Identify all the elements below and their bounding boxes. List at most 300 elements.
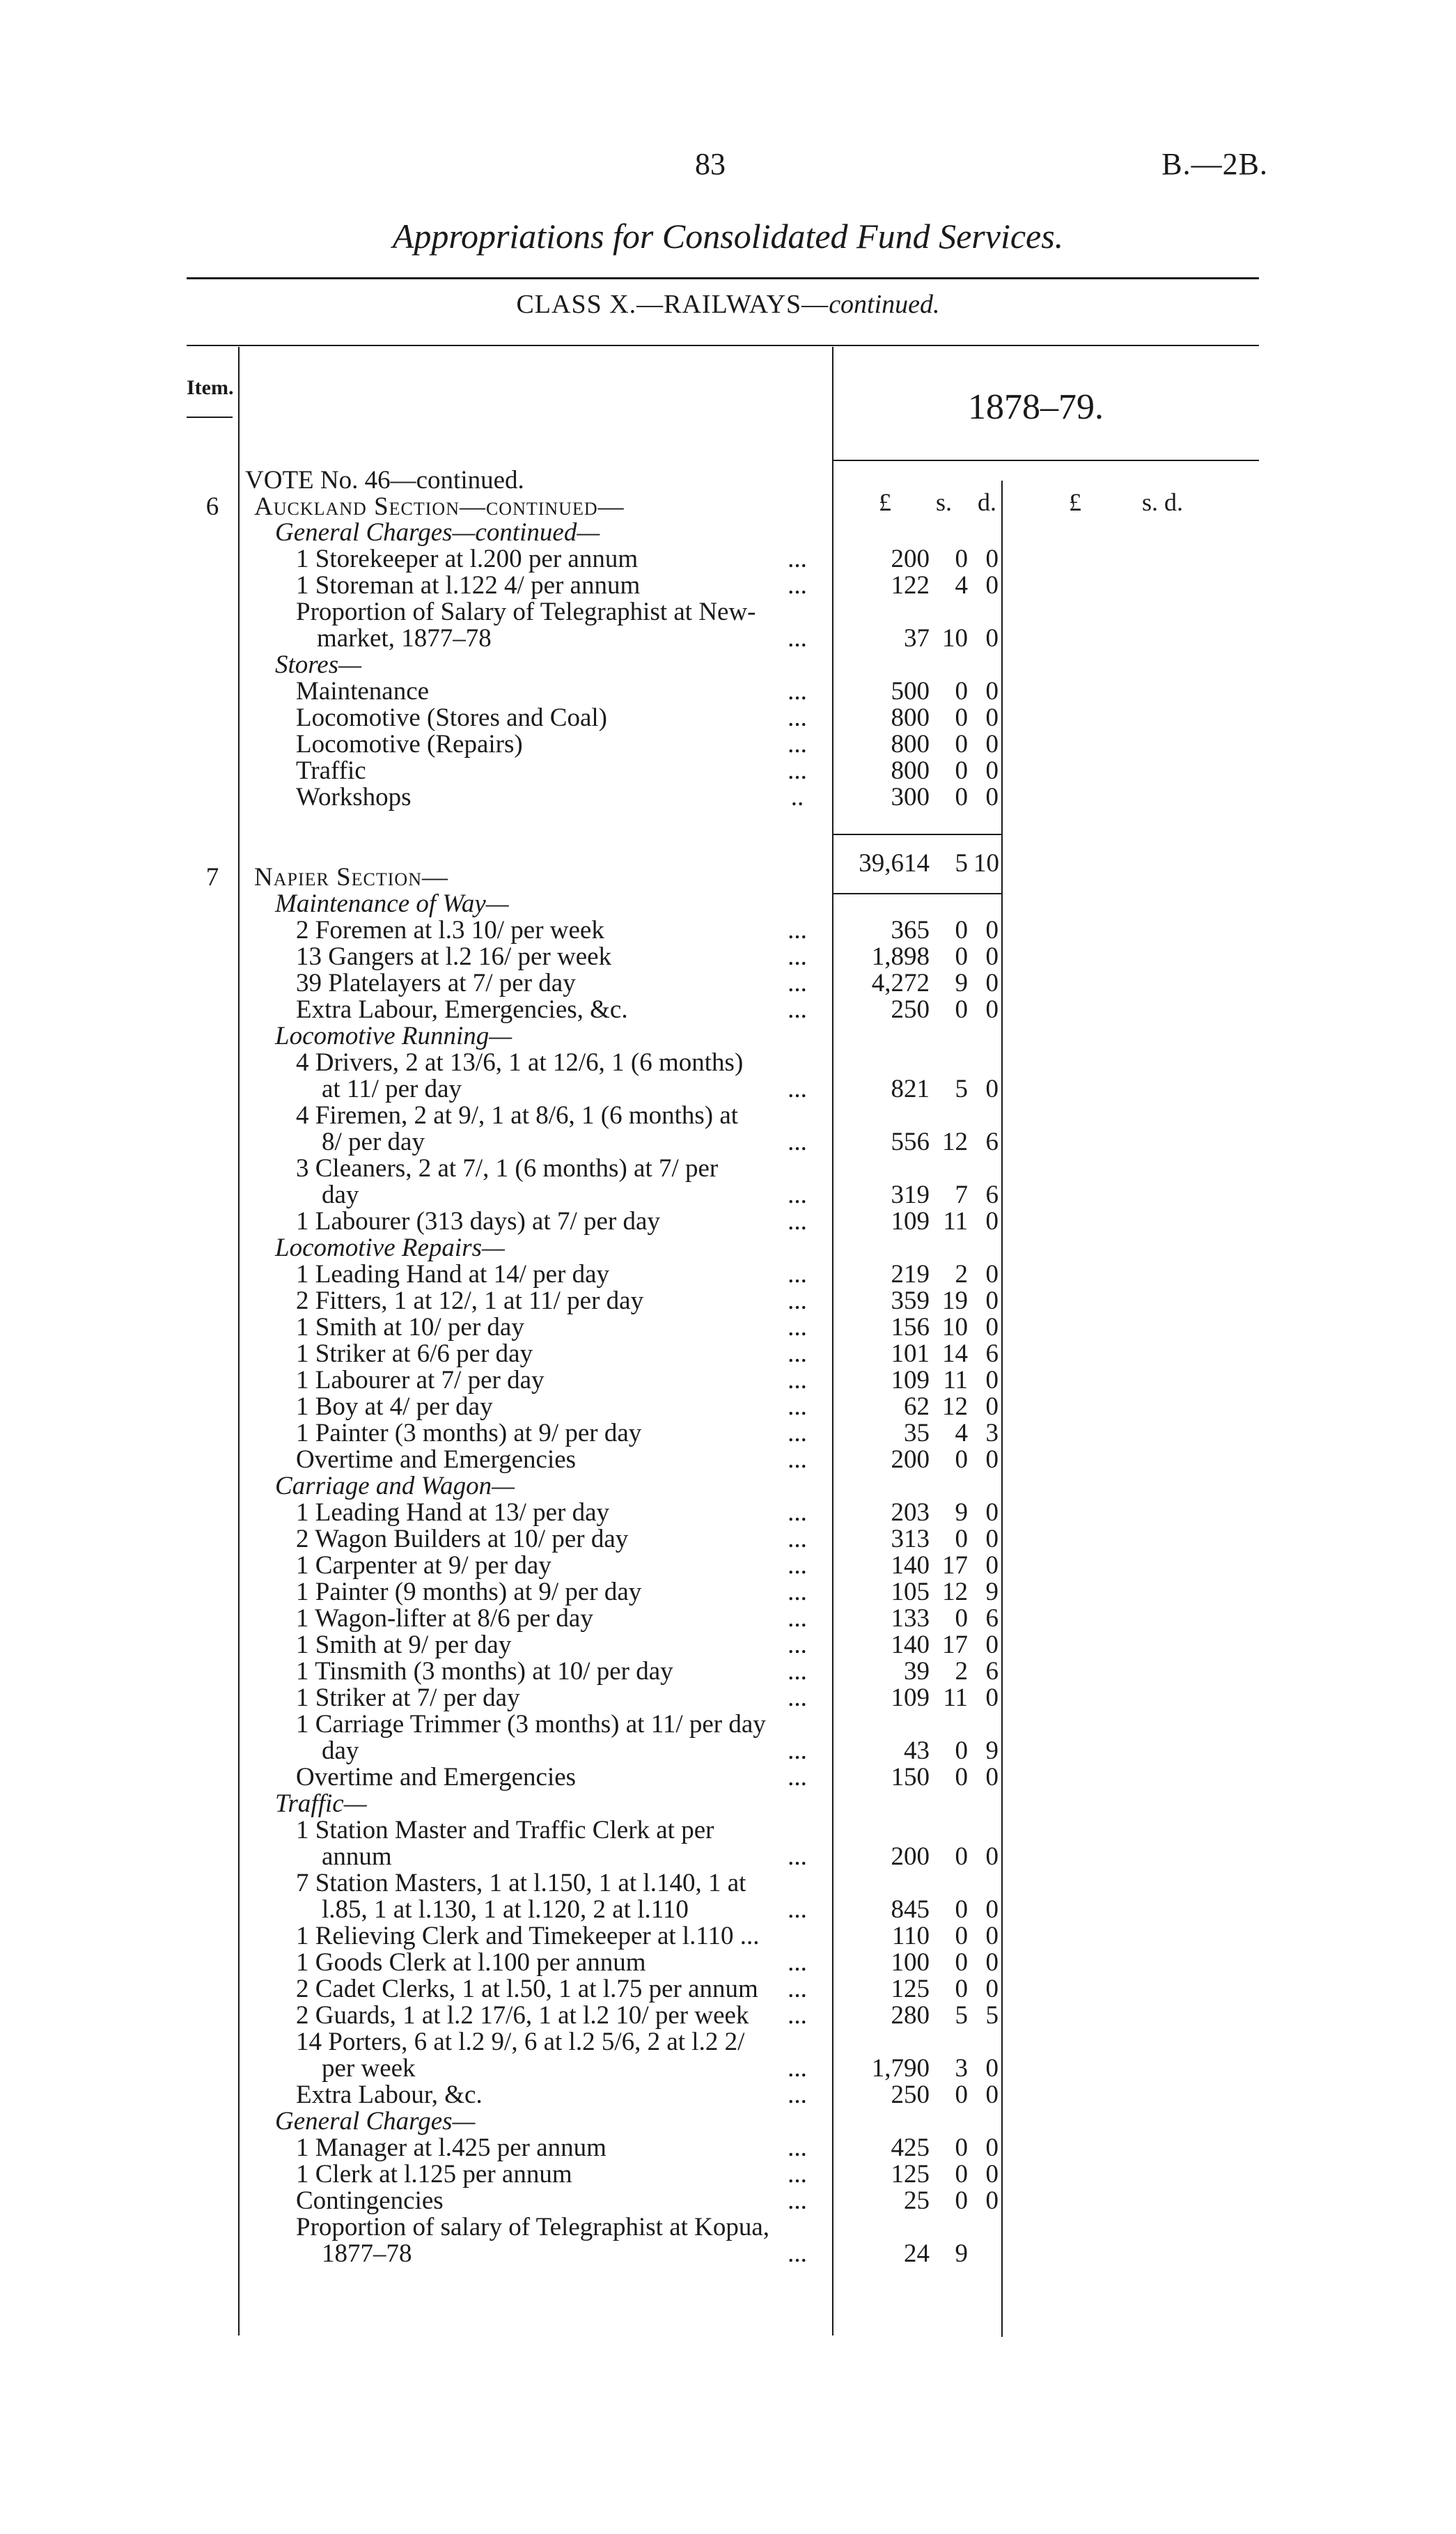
pence-value: 6 — [985, 1128, 999, 1156]
row-description: 1 Smith at 10/ per day — [296, 1313, 524, 1342]
leader-dots: ... — [788, 1260, 807, 1289]
pounds-value: 109 — [891, 1207, 930, 1236]
pounds-value: 62 — [904, 1392, 930, 1421]
pence-value: 0 — [985, 704, 999, 732]
leader-dots: ... — [788, 1736, 807, 1765]
table-row — [0, 1049, 1456, 1077]
pounds-value: 250 — [891, 2081, 930, 2109]
leader-dots: ... — [788, 1684, 807, 1712]
pounds-value: 319 — [891, 1181, 930, 1209]
pounds-value: 122 — [891, 571, 930, 600]
table-row — [0, 1790, 1456, 1818]
table-row — [0, 1499, 1456, 1527]
shillings-value: 0 — [955, 1842, 968, 1871]
leader-dots: ... — [788, 2160, 807, 2189]
pounds-value: 156 — [891, 1313, 930, 1342]
pence-value: 0 — [985, 571, 999, 600]
leader-dots: ... — [788, 1975, 807, 2003]
row-description: 4 Firemen, 2 at 9/, 1 at 8/6, 1 (6 months) at — [296, 1101, 739, 1130]
row-description: Overtime and Emergencies — [296, 1445, 577, 1474]
pounds-value: 200 — [891, 1445, 930, 1474]
leader-dots: ... — [788, 1339, 807, 1368]
pence-value: 0 — [985, 2186, 999, 2215]
table-row — [0, 1075, 1456, 1103]
leader-dots: ... — [788, 1604, 807, 1633]
subtotal-rule-top — [833, 834, 1001, 835]
pence-value: 0 — [985, 2133, 999, 2162]
table-row — [0, 1922, 1456, 1950]
table-row — [0, 757, 1456, 785]
row-description: 1 Striker at 6/6 per day — [296, 1339, 533, 1368]
row-description: 39 Platelayers at 7/ per day — [296, 969, 576, 997]
pounds-value: 125 — [891, 2160, 930, 2189]
table-row — [0, 1234, 1456, 1262]
pence-value: 0 — [985, 1287, 999, 1315]
table-row — [0, 493, 1456, 521]
pounds-value: 300 — [891, 783, 930, 811]
shillings-value: 0 — [955, 1736, 968, 1765]
pounds-value: 200 — [891, 1842, 930, 1871]
table-row — [0, 572, 1456, 600]
shillings-value: 0 — [955, 756, 968, 785]
leader-dots: ... — [788, 1763, 807, 1791]
leader-dots: ... — [788, 1631, 807, 1659]
pound-header-2: £ — [1069, 488, 1081, 516]
pounds-value: 140 — [891, 1551, 930, 1580]
pounds-value: 39,614 — [859, 849, 930, 878]
row-description: market, 1877–78 — [317, 624, 492, 653]
shillings-value: 0 — [955, 1445, 968, 1474]
pounds-value: 365 — [891, 916, 930, 945]
shillings-value: 5 — [955, 2001, 968, 2030]
leader-dots: ... — [788, 969, 807, 997]
pounds-value: 800 — [891, 704, 930, 732]
row-description: 1 Tinsmith (3 months) at 10/ per day — [296, 1657, 673, 1686]
table-row — [0, 1870, 1456, 1897]
pounds-value: 280 — [891, 2001, 930, 2030]
table-row — [0, 651, 1456, 679]
pence-value: 0 — [985, 1313, 999, 1342]
row-description: Maintenance — [296, 677, 430, 706]
leader-dots: ... — [788, 624, 807, 653]
leader-dots: ... — [788, 1313, 807, 1342]
pounds-value: 133 — [891, 1604, 930, 1633]
table-row — [0, 1314, 1456, 1342]
row-description: 4 Drivers, 2 at 13/6, 1 at 12/6, 1 (6 months) — [296, 1048, 744, 1077]
shillings-value: 0 — [955, 677, 968, 706]
pounds-value: 140 — [891, 1631, 930, 1659]
pence-value: 6 — [985, 1604, 999, 1633]
table-row — [0, 784, 1456, 811]
row-description: Overtime and Emergencies — [296, 1763, 577, 1791]
table-row — [0, 731, 1456, 759]
row-description: 8/ per day — [322, 1128, 425, 1156]
row-description: 1 Storekeeper at l.200 per annum — [296, 545, 639, 573]
leader-dots: ... — [788, 571, 807, 600]
pounds-value: 800 — [891, 730, 930, 759]
shillings-value: 0 — [955, 730, 968, 759]
leader-dots: ... — [788, 1498, 807, 1527]
pounds-value: 101 — [891, 1339, 930, 1368]
pence-value: 0 — [985, 1895, 999, 1924]
row-description: General Charges— — [275, 2107, 476, 2136]
row-description: 13 Gangers at l.2 16/ per week — [296, 942, 612, 971]
shillings-value: 0 — [955, 2133, 968, 2162]
row-description: 1 Carpenter at 9/ per day — [296, 1551, 551, 1580]
leader-dots: ... — [788, 1445, 807, 1474]
table-row — [0, 1737, 1456, 1765]
pounds-value: 35 — [904, 1419, 930, 1447]
shillings-value: 0 — [955, 783, 968, 811]
pence-value: 0 — [985, 1551, 999, 1580]
pence-value: 0 — [985, 677, 999, 706]
pence-value: 10 — [973, 849, 999, 878]
table-row — [0, 2240, 1456, 2268]
pence-value: 0 — [985, 545, 999, 573]
pence-value: 0 — [985, 730, 999, 759]
pence-value: 0 — [985, 942, 999, 971]
table-row — [0, 1446, 1456, 1474]
row-description: VOTE No. 46—continued. — [245, 466, 524, 495]
pence-value: 0 — [985, 1498, 999, 1527]
table-row — [0, 1472, 1456, 1500]
leader-dots: ... — [788, 677, 807, 706]
shillings-value: 0 — [955, 916, 968, 945]
shillings-value: 0 — [955, 1975, 968, 2003]
table-row — [0, 598, 1456, 626]
pounds-value: 25 — [904, 2186, 930, 2215]
sd-header-2: s. d. — [1142, 488, 1184, 516]
table-row — [0, 2055, 1456, 2083]
shillings-value: 0 — [955, 1922, 968, 1950]
table-row — [0, 970, 1456, 997]
pounds-value: 845 — [891, 1895, 930, 1924]
row-description: 1 Painter (3 months) at 9/ per day — [296, 1419, 642, 1447]
item-header-underline — [187, 417, 233, 418]
pounds-value: 250 — [891, 995, 930, 1024]
row-description: Traffic— — [275, 1789, 367, 1818]
document-code: B.—2B. — [1161, 147, 1268, 181]
shillings-value: 0 — [955, 1895, 968, 1924]
shillings-value: 4 — [955, 571, 968, 600]
pounds-value: 800 — [891, 756, 930, 785]
page-title: Appropriations for Consolidated Fund Services. — [392, 217, 1064, 256]
leader-dots: ... — [788, 1207, 807, 1236]
title-rule — [187, 277, 1259, 279]
row-description: Locomotive (Repairs) — [296, 730, 523, 759]
shillings-value: 12 — [942, 1392, 968, 1421]
leader-dots: ... — [788, 942, 807, 971]
shillings-value: 0 — [955, 1604, 968, 1633]
shillings-value: 9 — [955, 2239, 968, 2268]
pounds-value: 43 — [904, 1736, 930, 1765]
leader-dots: ... — [788, 1578, 807, 1606]
shillings-value: 0 — [955, 1948, 968, 1977]
shillings-value: 0 — [955, 2186, 968, 2215]
pence-value: 0 — [985, 1207, 999, 1236]
pence-value: 0 — [985, 1392, 999, 1421]
leader-dots: ... — [788, 1948, 807, 1977]
leader-dots: ... — [788, 2239, 807, 2268]
leader-dots: ... — [788, 1287, 807, 1315]
leader-dots: .. — [790, 783, 804, 811]
leader-dots: ... — [788, 2001, 807, 2030]
pence-value: 0 — [985, 624, 999, 653]
leader-dots: ... — [788, 1128, 807, 1156]
table-row — [0, 1817, 1456, 1844]
row-description: 1 Leading Hand at 14/ per day — [296, 1260, 610, 1289]
pence-value: 0 — [985, 1631, 999, 1659]
leader-dots: ... — [788, 2133, 807, 2162]
table-row — [0, 2134, 1456, 2162]
row-description: 1 Carriage Trimmer (3 months) at 11/ per day — [296, 1710, 766, 1739]
row-description: Contingencies — [296, 2186, 444, 2215]
table-row — [0, 864, 1456, 892]
pounds-value: 150 — [891, 1763, 930, 1791]
table-row — [0, 943, 1456, 971]
row-description: 1 Leading Hand at 13/ per day — [296, 1498, 610, 1527]
pence-value: 0 — [985, 2081, 999, 2109]
row-description: 2 Cadet Clerks, 1 at l.50, 1 at l.75 per annum — [296, 1975, 758, 2003]
pounds-value: 100 — [891, 1948, 930, 1977]
leader-dots: ... — [788, 1895, 807, 1924]
shillings-value: 11 — [943, 1366, 968, 1394]
table-row — [0, 1393, 1456, 1421]
pence-value: 3 — [985, 1419, 999, 1447]
shillings-value: 0 — [955, 1763, 968, 1791]
pounds-value: 37 — [904, 624, 930, 653]
shillings-value: 11 — [943, 1684, 968, 1712]
pounds-value: 500 — [891, 677, 930, 706]
shillings-value: 5 — [955, 849, 968, 878]
item-number: 6 — [205, 492, 219, 521]
row-description: 2 Wagon Builders at 10/ per day — [296, 1525, 629, 1553]
table-row — [0, 1631, 1456, 1659]
row-description: 2 Guards, 1 at l.2 17/6, 1 at l.2 10/ per week — [296, 2001, 749, 2030]
year-header-rule — [833, 460, 1259, 461]
pence-value: 0 — [985, 1075, 999, 1103]
row-description: 1 Wagon-lifter at 8/6 per day — [296, 1604, 593, 1633]
shillings-value: 0 — [955, 995, 968, 1024]
pence-value: 0 — [985, 2054, 999, 2083]
table-row — [0, 1843, 1456, 1871]
row-description: 14 Porters, 6 at l.2 9/, 6 at l.2 5/6, 2 at l.2 2/ — [296, 2028, 745, 2056]
pounds-value: 425 — [891, 2133, 930, 2162]
table-row — [0, 1287, 1456, 1315]
row-description: 1 Clerk at l.125 per annum — [296, 2160, 572, 2189]
row-description: Extra Labour, &c. — [296, 2081, 483, 2109]
pence-value: 0 — [985, 1763, 999, 1791]
row-description: 2 Fitters, 1 at 12/, 1 at 11/ per day — [296, 1287, 644, 1315]
shillings-value: 10 — [942, 1313, 968, 1342]
pence-value: 6 — [985, 1339, 999, 1368]
pounds-value: 39 — [904, 1657, 930, 1686]
pound-header: £ — [879, 488, 891, 516]
row-description: 1 Manager at l.425 per annum — [296, 2133, 606, 2162]
item-number: 7 — [205, 863, 219, 892]
item-column-header: Item. — [187, 376, 234, 399]
table-row — [0, 545, 1456, 573]
row-description: 1 Storeman at l.122 4/ per annum — [296, 571, 641, 600]
row-description: Napier Section— — [254, 863, 448, 892]
shillings-value: 10 — [942, 624, 968, 653]
leader-dots: ... — [788, 2081, 807, 2109]
pence-value: 0 — [985, 1948, 999, 1977]
leader-dots: ... — [788, 916, 807, 945]
shillings-value: 4 — [955, 1419, 968, 1447]
pounds-value: 1,898 — [871, 942, 930, 971]
row-description: 1 Station Master and Traffic Clerk at per — [296, 1816, 714, 1844]
shillings-value: 19 — [942, 1287, 968, 1315]
pounds-value: 219 — [891, 1260, 930, 1289]
pence-value: 0 — [985, 1684, 999, 1712]
table-row — [0, 1658, 1456, 1686]
row-description: 1 Labourer (313 days) at 7/ per day — [296, 1207, 660, 1236]
table-row — [0, 1155, 1456, 1183]
pounds-value: 125 — [891, 1975, 930, 2003]
row-description: annum — [322, 1842, 392, 1871]
row-description: 1 Smith at 9/ per day — [296, 1631, 512, 1659]
row-description: General Charges—continued— — [275, 518, 600, 547]
row-description: Extra Labour, Emergencies, &c. — [296, 995, 628, 1024]
table-row — [0, 2028, 1456, 2056]
table-row — [0, 1605, 1456, 1633]
leader-dots: ... — [788, 1419, 807, 1447]
leader-dots: ... — [788, 1392, 807, 1421]
row-description: 1 Painter (9 months) at 9/ per day — [296, 1578, 642, 1606]
pence-value: 0 — [985, 756, 999, 785]
leader-dots: ... — [788, 1657, 807, 1686]
row-description: per week — [322, 2054, 416, 2083]
pounds-value: 4,272 — [871, 969, 930, 997]
table-row — [0, 1764, 1456, 1791]
leader-dots: ... — [788, 1551, 807, 1580]
shillings-value: 12 — [942, 1578, 968, 1606]
leader-dots: ... — [788, 1181, 807, 1209]
table-row — [0, 519, 1456, 547]
shillings-value: 0 — [955, 1525, 968, 1553]
row-description: 3 Cleaners, 2 at 7/, 1 (6 months) at 7/ per — [296, 1154, 719, 1183]
table-row — [0, 1711, 1456, 1739]
row-description: Traffic — [296, 756, 366, 785]
pence-value: 0 — [985, 2160, 999, 2189]
class-heading — [0, 289, 1456, 320]
pence-value: 0 — [985, 995, 999, 1024]
shillings-value: 17 — [942, 1631, 968, 1659]
pounds-value: 110 — [891, 1922, 930, 1950]
table-row — [0, 996, 1456, 1024]
pounds-value: 105 — [891, 1578, 930, 1606]
row-description: Workshops — [296, 783, 412, 811]
leader-dots: ... — [788, 995, 807, 1024]
row-description: Proportion of salary of Telegraphist at Kopua, — [296, 2213, 770, 2241]
pounds-value: 359 — [891, 1287, 930, 1315]
shillings-value: 0 — [955, 2081, 968, 2109]
row-description: 1 Relieving Clerk and Timekeeper at l.110 ... — [296, 1922, 760, 1950]
row-description: Stores— — [275, 651, 362, 679]
pence-header: d. — [978, 488, 996, 516]
leader-dots: ... — [788, 756, 807, 785]
shillings-value: 14 — [942, 1339, 968, 1368]
pence-value: 5 — [985, 2001, 999, 2030]
pence-value: 0 — [985, 1842, 999, 1871]
row-description: Auckland Section—continued— — [254, 492, 625, 521]
table-row — [0, 2214, 1456, 2241]
table-row — [0, 1208, 1456, 1236]
row-description: 7 Station Masters, 1 at l.150, 1 at l.140, 1 at — [296, 1869, 746, 1897]
shillings-value: 0 — [955, 704, 968, 732]
pounds-value: 109 — [891, 1684, 930, 1712]
pence-value: 0 — [985, 969, 999, 997]
shillings-value: 2 — [955, 1260, 968, 1289]
shillings-value: 11 — [943, 1207, 968, 1236]
row-description: 1877–78 — [322, 2239, 412, 2268]
row-description: Locomotive Running— — [275, 1022, 512, 1050]
shillings-value: 0 — [955, 2160, 968, 2189]
row-description: at 11/ per day — [322, 1075, 462, 1103]
row-description: l.85, 1 at l.130, 1 at l.120, 2 at l.110 — [322, 1895, 689, 1924]
table-row — [0, 1128, 1456, 1156]
leader-dots: ... — [788, 2186, 807, 2215]
leader-dots: ... — [788, 704, 807, 732]
leader-dots: ... — [788, 1366, 807, 1394]
pounds-value: 200 — [891, 545, 930, 573]
pence-value: 0 — [985, 783, 999, 811]
table-row — [0, 890, 1456, 918]
pence-value: 0 — [985, 1922, 999, 1950]
pounds-value: 313 — [891, 1525, 930, 1553]
leader-dots: ... — [788, 1525, 807, 1553]
table-row — [0, 1023, 1456, 1050]
table-top-rule — [187, 345, 1259, 346]
shillings-value: 17 — [942, 1551, 968, 1580]
table-row — [0, 1420, 1456, 1447]
leader-dots: ... — [788, 1075, 807, 1103]
pence-value: 0 — [985, 1366, 999, 1394]
shillings-value: 5 — [955, 1075, 968, 1103]
row-description: Maintenance of Way— — [275, 889, 509, 918]
table-row — [0, 2161, 1456, 2189]
table-row — [0, 2081, 1456, 2109]
shillings-value: 0 — [955, 942, 968, 971]
row-description: 2 Foremen at l.3 10/ per week — [296, 916, 604, 945]
table-row — [0, 704, 1456, 732]
row-description: day — [322, 1736, 359, 1765]
row-description: 1 Boy at 4/ per day — [296, 1392, 493, 1421]
pence-value: 6 — [985, 1657, 999, 1686]
row-description: Proportion of Salary of Telegraphist at New- — [296, 598, 756, 626]
pounds-value: 1,790 — [871, 2054, 930, 2083]
pence-value: 0 — [985, 1975, 999, 2003]
row-description: Locomotive Repairs— — [275, 1234, 505, 1262]
table-row — [0, 1949, 1456, 1977]
pounds-value: 203 — [891, 1498, 930, 1527]
leader-dots: ... — [788, 730, 807, 759]
shillings-value: 12 — [942, 1128, 968, 1156]
pence-value: 0 — [985, 1445, 999, 1474]
table-row — [0, 678, 1456, 706]
row-description: 1 Striker at 7/ per day — [296, 1684, 520, 1712]
table-row — [0, 1181, 1456, 1209]
leader-dots: ... — [788, 2054, 807, 2083]
table-row — [0, 1578, 1456, 1606]
shillings-value: 0 — [955, 545, 968, 573]
shillings-value: 9 — [955, 969, 968, 997]
table-row — [0, 1525, 1456, 1553]
shillings-value: 7 — [955, 1181, 968, 1209]
row-description: Locomotive (Stores and Coal) — [296, 704, 607, 732]
row-description: day — [322, 1181, 359, 1209]
